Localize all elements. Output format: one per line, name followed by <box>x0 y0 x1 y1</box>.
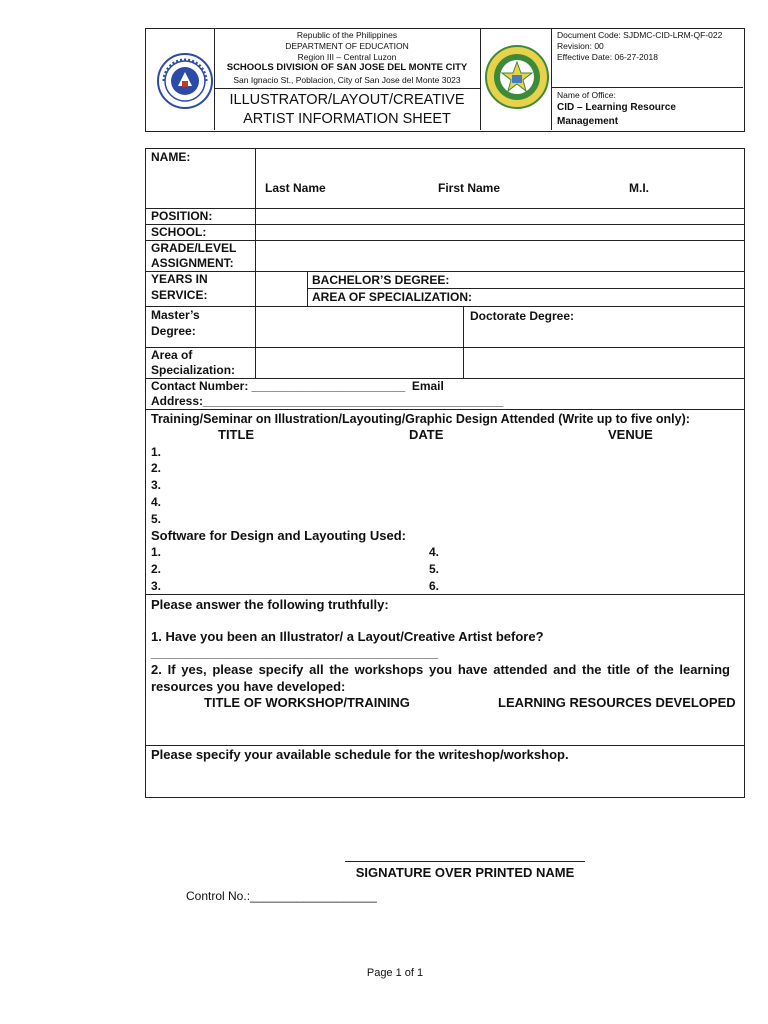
page-number: Page 1 of 1 <box>366 967 424 979</box>
office-name-line2: Management <box>557 116 619 127</box>
division-text: SCHOOLS DIVISION OF SAN JOSE DEL MONTE CITY <box>226 62 468 73</box>
region-text: Region III – Central Luzon <box>297 52 397 62</box>
software-heading: Software for Design and Layouting Used: <box>151 528 406 543</box>
control-number: Control No.:___________________ <box>186 889 377 903</box>
list-item: 6. <box>429 579 440 593</box>
venue-column-header: VENUE <box>608 427 653 442</box>
form-title-line1: ILLUSTRATOR/LAYOUT/CREATIVE <box>229 92 465 108</box>
area-of-spec-label: Area of <box>151 348 193 362</box>
row-divider <box>145 306 744 307</box>
masters-label: Master’s <box>151 308 200 322</box>
mi-caption: M.I. <box>629 181 649 195</box>
list-item: 5. <box>429 562 440 576</box>
effective-date: Effective Date: 06-27-2018 <box>557 52 658 62</box>
years-service-label: YEARS IN <box>151 272 208 286</box>
training-heading: Training/Seminar on Illustration/Layouting/Graphic Design Attended (Write up to five only): <box>151 412 690 426</box>
col-divider <box>255 148 256 378</box>
form-title-line2: ARTIST INFORMATION SHEET <box>243 111 451 127</box>
republic-text: Republic of the Philippines <box>296 30 398 40</box>
learning-resources-column-header: LEARNING RESOURCES DEVELOPED <box>498 695 736 710</box>
first-name-caption: First Name <box>438 181 501 195</box>
signature-line <box>345 861 585 862</box>
col-divider <box>463 306 464 378</box>
name-label: NAME: <box>151 150 191 164</box>
office-label: Name of Office: <box>557 90 616 100</box>
schedule-question: Please specify your available schedule for the writeshop/workshop. <box>151 747 569 762</box>
workshop-column-header: TITLE OF WORKSHOP/TRAINING <box>204 695 410 710</box>
grade-level-label: GRADE/LEVEL <box>151 241 237 255</box>
row-divider <box>145 347 744 348</box>
title-column-header: TITLE <box>218 427 255 442</box>
row-divider <box>145 208 744 209</box>
list-item: 1. <box>151 445 162 459</box>
revision: Revision: 00 <box>557 41 604 51</box>
position-label: POSITION: <box>151 209 213 223</box>
last-name-caption: Last Name <box>265 181 326 195</box>
deped-seal-logo <box>156 52 214 110</box>
row-divider <box>307 288 744 289</box>
date-column-header: DATE <box>409 427 444 442</box>
list-item: 3. <box>151 579 162 593</box>
bachelors-label: BACHELOR’S DEGREE: <box>312 273 450 287</box>
area-of-spec-label: Specialization: <box>151 363 236 377</box>
col-divider <box>307 271 308 306</box>
header-divider <box>551 87 743 88</box>
header-divider <box>551 28 552 130</box>
header-divider <box>214 88 480 89</box>
contact-number-label: Contact Number: _______________________ Email <box>151 379 444 393</box>
row-divider <box>145 271 744 272</box>
row-divider <box>145 224 744 225</box>
row-divider <box>145 745 744 746</box>
answer-heading: Please answer the following truthfully: <box>151 597 389 612</box>
row-divider <box>145 594 744 595</box>
address-label: Address:_____________________________________________ <box>151 394 504 408</box>
question-2: 2. If yes, please specify all the workshops you have attended and the title of the learning <box>151 662 730 677</box>
signature-label: SIGNATURE OVER PRINTED NAME <box>355 865 575 880</box>
division-seal-logo <box>484 44 550 110</box>
masters-label: Degree: <box>151 324 196 338</box>
list-item: 5. <box>151 512 162 526</box>
answer-line: ___________________________________________ <box>151 646 438 660</box>
document-code: Document Code: SJDMC-CID-LRM-QF-022 <box>557 30 723 40</box>
list-item: 4. <box>151 495 162 509</box>
list-item: 2. <box>151 562 162 576</box>
school-label: SCHOOL: <box>151 225 207 239</box>
header-divider <box>480 28 481 130</box>
address-text: San Ignacio St., Poblacion, City of San Jose del Monte 3023 <box>233 75 461 85</box>
list-item: 3. <box>151 478 162 492</box>
area-specialization-label: AREA OF SPECIALIZATION: <box>312 290 472 304</box>
row-divider <box>145 409 744 410</box>
office-name-line1: CID – Learning Resource <box>557 102 676 113</box>
list-item: 2. <box>151 461 162 475</box>
department-text: DEPARTMENT OF EDUCATION <box>285 41 409 51</box>
years-service-label: SERVICE: <box>151 288 208 302</box>
doctorate-label: Doctorate Degree: <box>470 309 575 323</box>
list-item: 4. <box>429 545 440 559</box>
question-1: 1. Have you been an Illustrator/ a Layout/Creative Artist before? <box>151 629 544 644</box>
question-2-cont: resources you have developed: <box>151 679 346 694</box>
grade-level-label: ASSIGNMENT: <box>151 256 234 270</box>
list-item: 1. <box>151 545 162 559</box>
